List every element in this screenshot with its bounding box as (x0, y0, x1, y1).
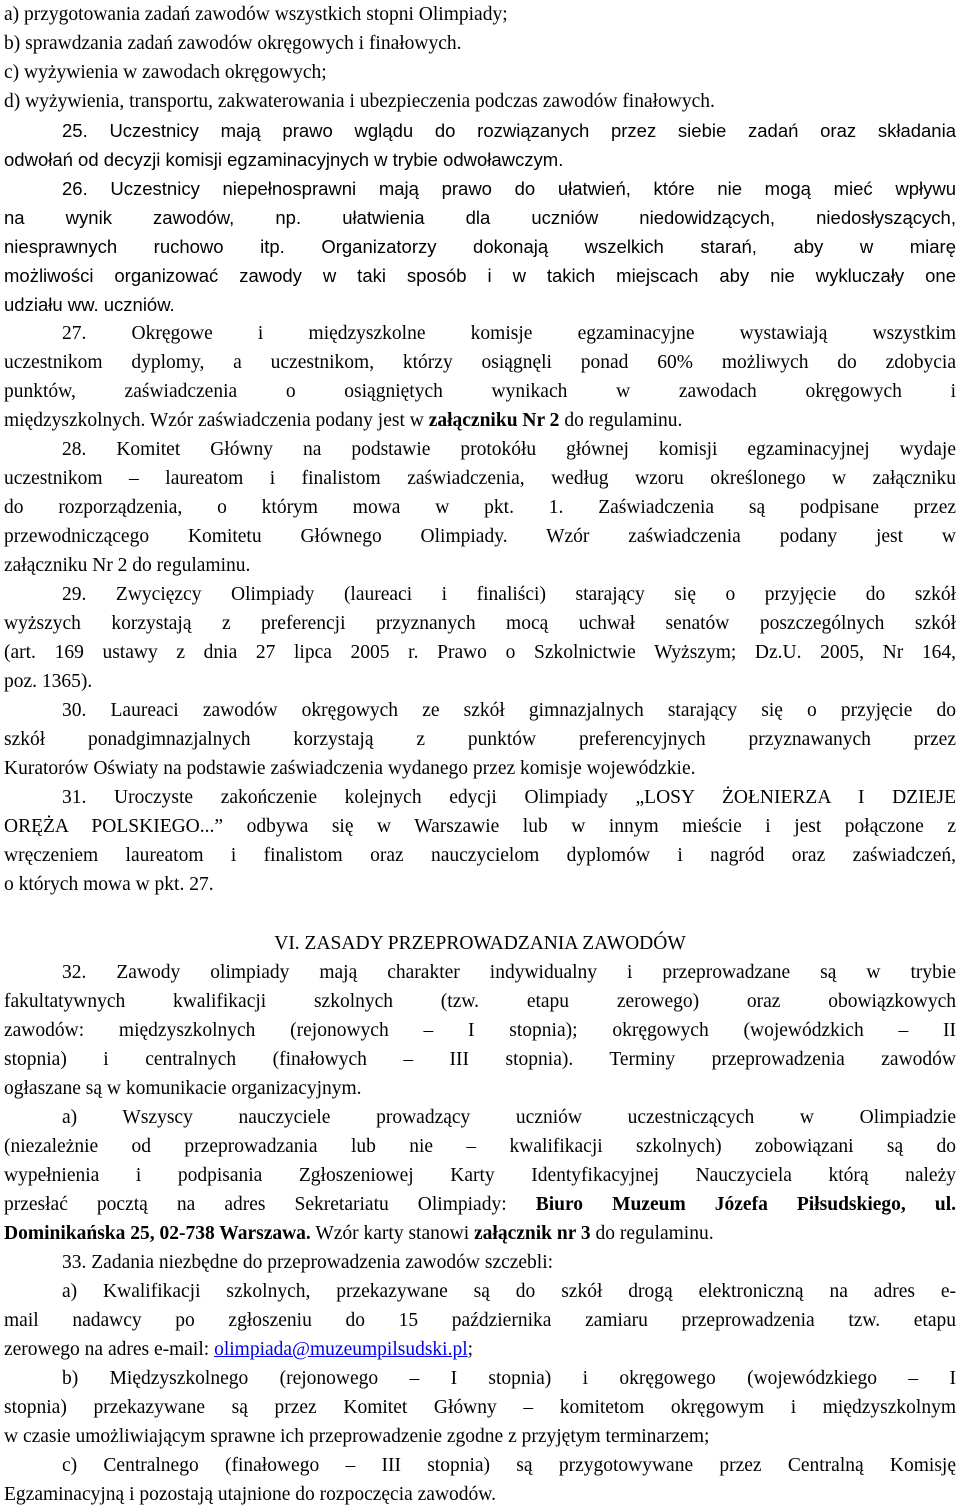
text-line: uczestnikom dyplomy, a uczestnikom, którzy osiągnęli ponad 60% możliwych do zdobycia (4, 352, 956, 373)
section-points-32-33 (4, 958, 956, 1509)
text-line: mail nadawcy po zgłoszeniu do 15 października zamiaru przeprowadzenia tzw. etapu (4, 1310, 956, 1331)
text-line: 25. Uczestnicy mają prawo wglądu do rozwiązanych przez siebie zadań oraz składania (62, 120, 956, 141)
text-line: 27. Okręgowe i międzyszkolne komisje egzaminacyjne wystawiają wszystkim (62, 323, 956, 344)
text-line: zerowego na adres e-mail: olimpiada@muzeumpilsudski.pl; (4, 1339, 474, 1360)
text-line: c) wyżywienia w zawodach okręgowych; (4, 62, 327, 83)
email-link[interactable]: olimpiada@muzeumpilsudski.pl (214, 1339, 468, 1360)
text-line: 29. Zwycięzcy Olimpiady (laureaci i finaliści) starający się o przyjęcie do szkół (62, 584, 956, 605)
text-line: stopnia) przekazywane są przez Komitet Główny – komitetom okręgowym i międzyszkolnym (4, 1397, 956, 1418)
text-line: 32. Zawody olimpiady mają charakter indywidualny i przeprowadzane są w trybie (62, 962, 956, 983)
text-line: 33. Zadania niezbędne do przeprowadzenia zawodów szczebli: (62, 1252, 554, 1273)
text-line: a) przygotowania zadań zawodów wszystkich stopni Olimpiady; (4, 4, 508, 25)
section-heading: VI. ZASADY PRZEPROWADZANIA ZAWODÓW (274, 933, 686, 954)
text-line: (art. 169 ustawy z dnia 27 lipca 2005 r. Prawo o Szkolnictwie Wyższym; Dz.U. 2005, Nr 164, (4, 642, 956, 663)
text-line: 28. Komitet Główny na podstawie protokółu głównej komisji egzaminacyjnej wydaje (62, 439, 956, 460)
text-line: 26. Uczestnicy niepełnosprawni mają prawo do ułatwień, które nie mogą mieć wpływu (62, 178, 956, 199)
address-bold: Dominikańska 25, 02-738 Warszawa. (4, 1223, 311, 1244)
attachment-reference: załączniku Nr 2 (428, 410, 560, 431)
text-line: (niezależnie od przeprowadzania lub nie – kwalifikacji szkolnych) zobowiązani są do (4, 1136, 956, 1157)
text-line: ogłaszane są w komunikacie organizacyjnym. (4, 1078, 362, 1099)
text-line: b) Międzyszkolnego (rejonowego – I stopnia) i okręgowego (wojewódzkiego – I (62, 1368, 956, 1389)
text-line: 30. Laureaci zawodów okręgowych ze szkół gimnazjalnych starający się o przyjęcie do (62, 700, 956, 721)
text-line: Kuratorów Oświaty na podstawie zaświadczenia wydanego przez komisje wojewódzkie. (4, 758, 696, 779)
text-line: a) Kwalifikacji szkolnych, przekazywane są do szkół drogą elektroniczną na adres e- (62, 1281, 956, 1302)
text-line: wyższych korzystają z preferencji przyznanych mocą uchwał senatów poszczególnych szkół (4, 613, 956, 634)
text-line: ORĘŻA POLSKIEGO...” odbywa się w Warszawie lub w innym mieście i jest połączone z (4, 816, 956, 837)
text-line: załączniku Nr 2 do regulaminu. (4, 555, 251, 576)
attachment-reference: załącznik nr 3 (474, 1223, 591, 1244)
text-line: uczestnikom – laureatom i finalistom zaświadczenia, według wzoru określonego w załączniku (4, 468, 956, 489)
text-line: Dominikańska 25, 02-738 Warszawa. Wzór karty stanowi załącznik nr 3 do regulaminu. (4, 1223, 714, 1244)
text-line: do rozporządzenia, o którym mowa w pkt. 1. Zaświadczenia są podpisane przez (4, 497, 956, 518)
text-line: niesprawnych ruchowo itp. Organizatorzy dokonają wszelkich starań, aby w miarę (4, 236, 956, 257)
text-line: udziału ww. uczniów. (4, 294, 175, 315)
text-line: a) Wszyscy nauczyciele prowadzący uczniów uczestniczących w Olimpiadzie (62, 1107, 956, 1128)
text-line: przewodniczącego Komitetu Głównego Olimpiady. Wzór zaświadczenia podany jest w (4, 526, 956, 547)
text-line: wypełnienia i podpisania Zgłoszeniowej Karty Identyfikacyjnej Nauczyciela którą należy (4, 1165, 956, 1186)
text-line: możliwości organizować zawody w taki sposób i w takich miejscach aby nie wykluczały one (4, 265, 956, 286)
text-line: na wynik zawodów, np. ułatwienia dla uczniów niedowidzących, niedosłyszących, (4, 207, 956, 228)
text-line: 31. Uroczyste zakończenie kolejnych edycji Olimpiady „LOSY ŻOŁNIERZA I DZIEJE (62, 787, 956, 808)
text-line: d) wyżywienia, transportu, zakwaterowania i ubezpieczenia podczas zawodów finałowych. (4, 91, 715, 112)
text-line: szkół ponadgimnazjalnych korzystają z punktów preferencyjnych przyznawanych przez (4, 729, 956, 750)
section-points-24-31 (4, 0, 956, 899)
text-line: fakultatywnych kwalifikacji szkolnych (tzw. etapu zerowego) oraz obowiązkowych (4, 991, 956, 1012)
text-line: Egzaminacyjną i pozostają utajnione do rozpoczęcia zawodów. (4, 1484, 496, 1505)
text-line: wręczeniem laureatom i finalistom oraz nauczycielom dyplomów i nagród oraz zaświadczeń, (4, 845, 956, 866)
text-line: c) Centralnego (finałowego – III stopnia) są przygotowywane przez Centralną Komisję (62, 1455, 956, 1476)
text-line: w czasie umożliwiającym sprawne ich przeprowadzenie zgodne z przyjętym terminarzem; (4, 1426, 710, 1447)
text-line: stopnia) i centralnych (finałowych – III stopnia). Terminy przeprowadzenia zawodów (4, 1049, 956, 1070)
text-line: punktów, zaświadczenia o osiągniętych wynikach w zawodach okręgowych i (4, 381, 956, 402)
text-line: odwołań od decyzji komisji egzaminacyjnych w trybie odwoławczym. (4, 149, 564, 170)
address-bold: Biuro Muzeum Józefa Piłsudskiego, ul. (535, 1194, 956, 1215)
text-line: międzyszkolnych. Wzór zaświadczenia podany jest w załączniku Nr 2 do regulaminu. (4, 410, 683, 431)
text-line: zawodów: międzyszkolnych (rejonowych – I stopnia); okręgowych (wojewódzkich – II (4, 1020, 956, 1041)
text-line: o których mowa w pkt. 27. (4, 874, 214, 895)
text-line: przesłać pocztą na adres Sekretariatu Olimpiady: Biuro Muzeum Józefa Piłsudskiego, ul. (4, 1194, 956, 1215)
text-line: poz. 1365). (4, 671, 93, 692)
text-line: b) sprawdzania zadań zawodów okręgowych i finałowych. (4, 33, 462, 54)
